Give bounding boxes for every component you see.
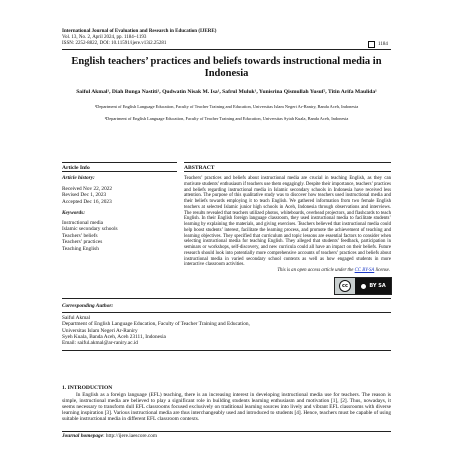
keyword-item: Teaching English [62, 245, 99, 252]
introduction-text: In English as a foreign language (EFL) teaching, there is an increasing interest in developing instructional media use for teachers. The reason is simple, instructional media are believed to play a significant role in building students learning enthusiasm and motivation [1], [2]. Thus, nowadays, it seems necessary to transform dull EFL classrooms focused exclusively on traditional learning sources into lively and vibrant EFL classrooms with diverse learning inspiration [3]. Various instructional media are thus interchangeably used and introduced to students [4]. Hence, teachers must be capable of using suitable instructional media in different EFL classroom contexts. [62, 392, 391, 423]
keyword-item: Instructional media [62, 220, 104, 226]
page-box-icon [368, 41, 375, 48]
article-info-box [62, 162, 177, 171]
journal-volume: Vol. 13, No. 2, April 2024, pp. 1184~1193 [62, 35, 147, 40]
corresponding-email[interactable]: Email: saiful.akmal@ar-raniry.ac.id [62, 340, 138, 347]
keyword-item: Islamic secondary schools [62, 226, 118, 233]
article-info-rule [62, 171, 177, 172]
article-history-label: Article history: [62, 175, 95, 181]
corresponding-university: Universitas Islam Negeri Ar-Raniry [62, 327, 138, 334]
affiliation-1: ¹Department of English Language Education, Faculty of Teacher Training and Education, Universitas Islam Negeri Ar-Raniry, Banda Aceh, Indonesia [94, 104, 359, 109]
received-date: Received Nov 22, 2022 [62, 186, 113, 192]
article-info-heading: Article Info [62, 165, 90, 171]
introduction-heading: 1. INTRODUCTION [62, 385, 113, 391]
license-line: This is an open access article under the CC BY-SA license. [277, 268, 390, 273]
attribution-icon [360, 283, 367, 290]
journal-name: International Journal of Evaluation and Research in Education (IJERE) [62, 29, 217, 34]
abstract-rule [184, 171, 391, 172]
revised-date: Revised Dec 1, 2023 [62, 192, 107, 199]
keyword-list [62, 220, 118, 252]
corresponding-address: Syeh Kuala, Banda Aceh, Aceh 23111, Indonesia [62, 333, 166, 340]
footer-rule [62, 431, 391, 432]
article-history [62, 186, 112, 205]
journal-homepage: Journal homepage: http://ijere.iaescore.com [62, 433, 158, 439]
accepted-date: Accepted Dec 16, 2023 [62, 198, 112, 205]
keywords-label: Keywords: [62, 210, 85, 216]
corresponding-name: Saiful Akmal [62, 315, 91, 321]
paper-title: English teachers’ practices and beliefs towards instructional media in Indonesia [71, 56, 382, 79]
journal-issn: ISSN: 2252-8822, DOI: 10.11591/ijere.v13i2.25281 [62, 41, 167, 46]
corresponding-bottom-rule [62, 350, 391, 351]
abstract-heading: ABSTRACT [184, 165, 215, 171]
keyword-item: Teachers’ practices [62, 239, 103, 246]
corresponding-rule [62, 312, 391, 313]
author-list: Saiful Akmal¹, Diah Bunga Nastiti¹, Qudwatin Nisak M. Isa¹, Safrul Muluk¹, Yunisrina Qismullah Yusuf², Titin Arifa Maulida¹ [76, 89, 377, 95]
header-rule [62, 49, 391, 50]
homepage-url[interactable]: : http://ijere.iaescore.com [103, 433, 158, 439]
affiliation-2: ²Department of English Language Education, Faculty of Teacher Training and Education, Universitas Syiah Kuala, Banda Aceh, Indonesia [104, 116, 349, 121]
abstract-text: Teachers’ practices and beliefs about instructional media are crucial in teaching English, as they can motivate students’ enthusiasm if teachers use them engagingly. Despite their importance, teachers’ practices and beliefs regarding instructional media in Islamic secondary schools in Indonesia have received less attention. The purpose of this qualitative study was to discover how teachers used instructional media and their beliefs towards employing it to teach English. We gathered information from two female English teachers at selected Islamic junior high schools in Aceh, Indonesia through observations and interviews. The results revealed that teachers utilized photos, whiteboards, overhead projectors, and flashcards to teach English. In their English foreign language classroom, they used instructional media to facilitate students’ learning by explaining the materials, and giving exercises. Teachers believed that instructional media could help boost students’ interest, facilitate the learning process, and promote the achievement of teaching and learning objectives. They specified that curriculum and topic lessons are essential factors to consider when selecting instructional media for teaching English. They alleged that students’ feedback, participation in seminars or workshops, self-discovery, and new curricula could all have an impact on their beliefs. Future research should look into potentially more comprehensive accounts of teachers’ practices and beliefs about instructional media in varied secondary school contexts as well as how engaged students in more interactive classroom activities. [184, 176, 391, 268]
section-rule [62, 298, 391, 299]
license-link[interactable]: CC BY-SA [354, 268, 375, 273]
cc-logo-icon: cc [339, 280, 351, 292]
corresponding-department: Department of English Language Education, Faculty of Teacher Training and Education, [62, 321, 250, 328]
page-number: 1184 [368, 41, 388, 48]
abstract-box [184, 162, 391, 171]
cc-by-sa-badge[interactable]: cc BY SA [334, 277, 392, 295]
keyword-item: Teachers’ beliefs [62, 232, 98, 239]
corresponding-details [62, 315, 391, 346]
corresponding-heading: Corresponding Author: [62, 303, 114, 309]
